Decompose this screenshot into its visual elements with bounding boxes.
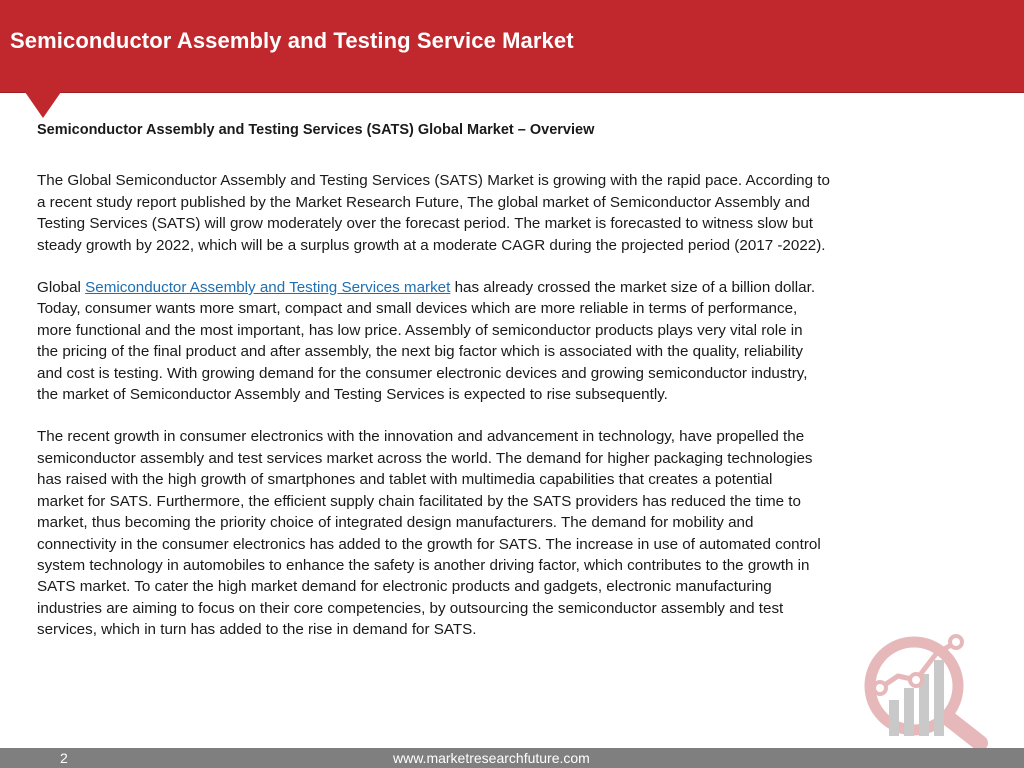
page-number: 2: [60, 750, 68, 766]
paragraph-line: a recent study report published by the Market Research Future, The global market of Semiconductor Assembly and: [37, 193, 810, 211]
paragraph-line: market, thus becoming the priority choice of integrated design manufacturers. The demand for mobility and: [37, 514, 754, 532]
paragraph-line: The recent growth in consumer electronics with the innovation and advancement in technology, have propelled the: [37, 428, 805, 446]
section-heading: Semiconductor Assembly and Testing Services (SATS) Global Market – Overview: [37, 122, 595, 138]
magnifier-chart-logo-icon: [862, 630, 990, 748]
paragraph-text: Global: [37, 279, 86, 297]
paragraph-overview: [37, 170, 997, 256]
paragraph-line: services, which in turn has added to the rise in demand for SATS.: [37, 621, 477, 639]
paragraph-line: The Global Semiconductor Assembly and Testing Services (SATS) Market is growing with the rapid pace. According to: [37, 172, 830, 190]
paragraph-line: Today, consumer wants more smart, compact and small devices which are more reliable in terms of performance,: [37, 300, 798, 318]
paragraph-line: semiconductor assembly and test services market across the world. The demand for higher packaging technologies: [37, 449, 813, 467]
website-url: www.marketresearchfuture.com: [393, 750, 590, 766]
main-content: [37, 120, 997, 662]
title-bar-pointer: [25, 92, 61, 118]
paragraph-line: industries are aiming to focus on their core competencies, by outsourcing the semiconductor assembly and test: [37, 599, 784, 617]
paragraph-growth-drivers: [37, 426, 997, 640]
paragraph-line: steady growth by 2022, which will be a surplus growth at a moderate CAGR during the projected period (2017 -2022).: [37, 236, 826, 254]
title-bar: [0, 0, 1024, 93]
paragraph-line: connectivity in the consumer electronics has added to the growth for SATS. The increase in use of automated control: [37, 535, 821, 553]
paragraph-line: has raised with the high growth of smartphones and tablet with multimedia capabilities that creates a potential: [37, 471, 773, 489]
page-title: Semiconductor Assembly and Testing Service Market: [10, 28, 574, 53]
paragraph-line: and cost is testing. With growing demand for the consumer electronic devices and growing semiconductor industry,: [37, 364, 808, 382]
paragraph-line: Testing Services (SATS) will grow moderately over the forecast period. The market is forecasted to witness slow but: [37, 215, 813, 233]
market-report-link[interactable]: Semiconductor Assembly and Testing Services market: [85, 279, 451, 297]
paragraph-line: more functional and the most important, has low price. Assembly of semiconductor products plays very vital role in: [37, 321, 803, 339]
paragraph-line: market for SATS. Furthermore, the efficient supply chain facilitated by the SATS providers has reduced the time to: [37, 492, 801, 510]
paragraph-line: the market of Semiconductor Assembly and Testing Services is expected to rise subsequently.: [37, 386, 668, 404]
paragraph-line: the pricing of the final product and after assembly, the next big factor which is associated with the quality, reliability: [37, 343, 803, 361]
paragraph-line: SATS market. To cater the high market demand for electronic products and gadgets, electronic manufacturing: [37, 578, 772, 596]
paragraph-market-size: [37, 277, 997, 405]
footer-bar: [0, 748, 1024, 768]
paragraph-line: system technology in automobiles to enhance the safety is another driving factor, which contributes to the growth in: [37, 556, 810, 574]
paragraph-text: has already crossed the market size of a billion dollar.: [450, 279, 816, 297]
